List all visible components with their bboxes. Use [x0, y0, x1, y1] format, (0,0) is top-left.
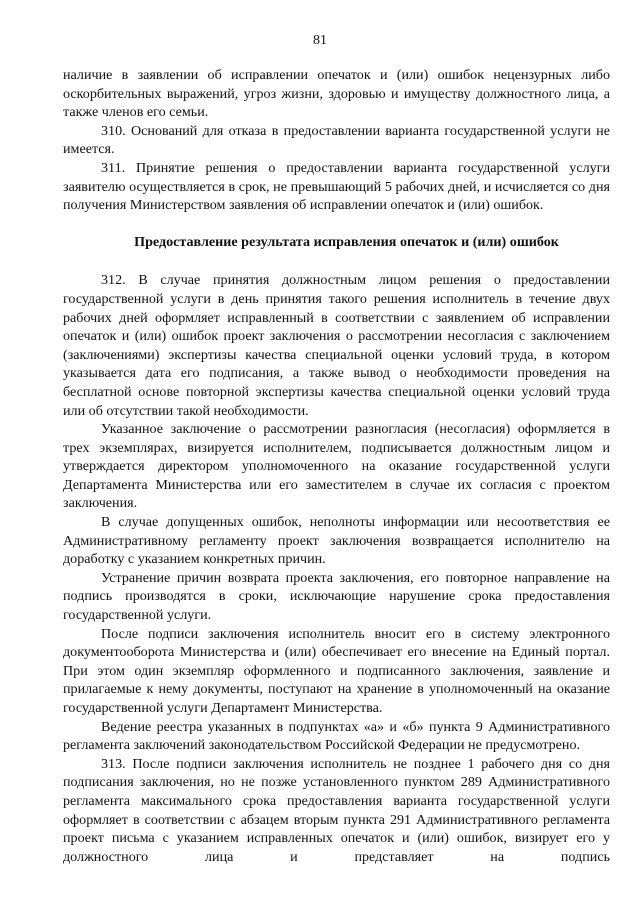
paragraph-conclusion-execution: Указанное заключение о рассмотрении разногласия (несогласия) оформляется в трех экземплярах, визируется исполнителем, подписывается должностным лицом и утверждается директором уполномоченного на оказание государственной услуги Департамента Министерства или его заместителем в случае их согласия с проектом заключения.: [63, 421, 610, 512]
document-body: [63, 66, 610, 866]
paragraph-continuation: наличие в заявлении об исправлении опечаток и (или) ошибок нецензурных либо оскорбительных выражений, угроз жизни, здоровью и имуществу должностного лица, а также членов его семьи.: [63, 67, 610, 121]
paragraph-document-registration: После подписи заключения исполнитель вносит его в систему электронного документооборота Министерства и (или) обеспечивает его внесение на Единый портал. При этом один экземпляр оформленного и подписанного заключения, заявление и прилагаемые к нему документы, поступают на хранение в уполномоченный на оказание государственной услуги Департамент Министерства.: [63, 625, 610, 716]
page-number: 81: [313, 33, 327, 48]
paragraph-310: 310. Оснований для отказа в предоставлении варианта государственной услуги не имеется.: [63, 122, 610, 158]
paragraph-errors-return: В случае допущенных ошибок, неполноты информации или несоответствия ее Административному регламенту проект заключения возвращается исполнителю на доработку с указанием конкретных причин.: [63, 514, 610, 568]
paragraph-rework: Устранение причин возврата проекта заключения, его повторное направление на подпись производятся в сроки, исключающие нарушение срока предоставления государственной услуги.: [63, 569, 610, 624]
paragraph-registry: Ведение реестра указанных в подпунктах «а» и «б» пункта 9 Административного регламента заключений законодательством Российской Федерации не предусмотрено.: [63, 718, 610, 754]
paragraph-313: 313. После подписи заключения исполнитель не позднее 1 рабочего дня со дня подписания заключения, но не позже установленного пунктом 289 Административного регламента максимального срока предоставления варианта государственной услуги оформляет в соответствии с абзацем вторым пункта 291 Административного регламента проект письма с указанием исправленных опечаток и (или) ошибок, визирует его у должностного лица и представляет на подпись: [63, 755, 610, 865]
paragraph-311: 311. Принятие решения о предоставлении варианта государственной услуги заявителю осуществляется в срок, не превышающий 5 рабочих дней, и исчисляется со дня получения Министерством заявления об исправлении опечаток и (или) ошибок.: [63, 159, 610, 214]
paragraph-312: 312. В случае принятия должностным лицом решения о предоставлении государственной услуги в день принятия такого решения исполнитель в течение двух рабочих дней оформляет исправленный в соответствии с заявлением об исправлении опечаток и (или) ошибок проект заключения о рассмотрении несогласия с заключением (заключениями) экспертизы качества специальной оценки условий труда, в котором указывается дата его подписания, а также вывод о необходимости проведения на бесплатной основе повторной экспертизы качества специальной оценки условий труда или об отсутствии такой необходимости.: [63, 272, 610, 419]
section-heading: Предоставление результата исправления опечаток и (или) ошибок: [134, 233, 559, 250]
